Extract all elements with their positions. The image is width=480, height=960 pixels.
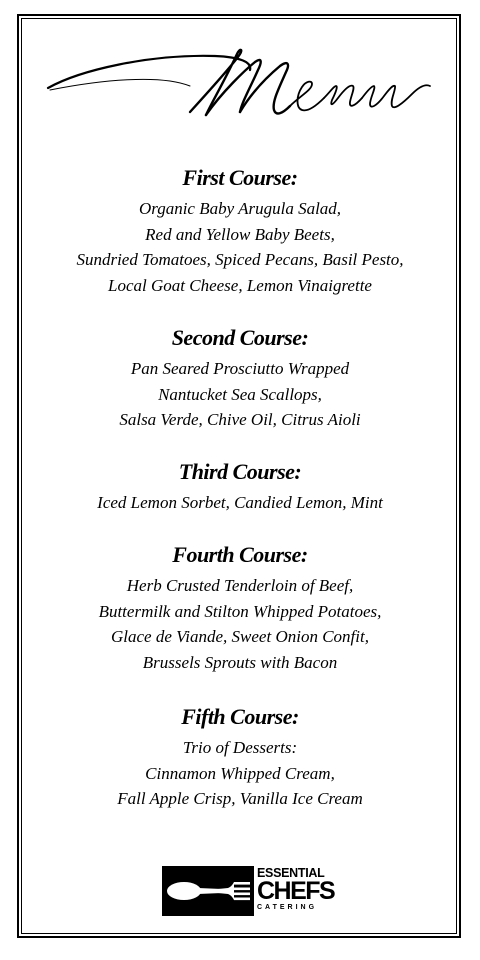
logo-line-chefs: CHEFS	[257, 876, 335, 905]
dish-line: Fall Apple Crisp, Vanilla Ice Cream	[117, 789, 363, 808]
course-title: Second Course:	[171, 325, 309, 350]
dish-line: Pan Seared Prosciutto Wrapped	[130, 359, 350, 378]
dish-line: Nantucket Sea Scallops,	[158, 384, 322, 404]
logo-line-catering: CATERING	[257, 903, 318, 911]
dish-line: Herb Crusted Tenderloin of Beef,	[126, 576, 354, 595]
logo-line-essential: ESSENTIAL	[257, 866, 325, 880]
course-3	[30, 458, 450, 516]
dish-line: Local Goat Cheese, Lemon Vinaigrette	[108, 275, 372, 295]
logo-text	[257, 866, 335, 911]
dish-line: Organic Baby Arugula Salad,	[138, 199, 342, 218]
course-title: Third Course:	[178, 459, 302, 484]
course-title: Fifth Course:	[181, 704, 299, 729]
dish-line: Brussels Sprouts with Bacon	[142, 652, 338, 672]
dish-line: Sundried Tomatoes, Spiced Pecans, Basil Pesto,	[76, 250, 404, 269]
course-title: Fourth Course:	[172, 542, 308, 567]
dish-line: Buttermilk and Stilton Whipped Potatoes,	[98, 601, 382, 621]
course-1	[30, 164, 450, 298]
fork-and-spoon-icon	[162, 866, 254, 916]
dish-line: Glace de Viande, Sweet Onion Confit,	[111, 627, 369, 646]
dish-line: Red and Yellow Baby Beets,	[145, 224, 335, 244]
course-5	[30, 703, 450, 812]
course-2	[30, 324, 450, 433]
dish-line: Trio of Desserts:	[182, 738, 298, 757]
dish-line: Salsa Verde, Chive Oil, Citrus Aioli	[119, 410, 361, 429]
dish-line: Cinnamon Whipped Cream,	[145, 763, 335, 783]
essential-chefs-logo	[162, 866, 335, 918]
course-title: First Course:	[182, 165, 298, 190]
course-4	[30, 541, 450, 675]
menu-title-script	[40, 40, 440, 130]
dish-line: Iced Lemon Sorbet, Candied Lemon, Mint	[97, 493, 383, 512]
